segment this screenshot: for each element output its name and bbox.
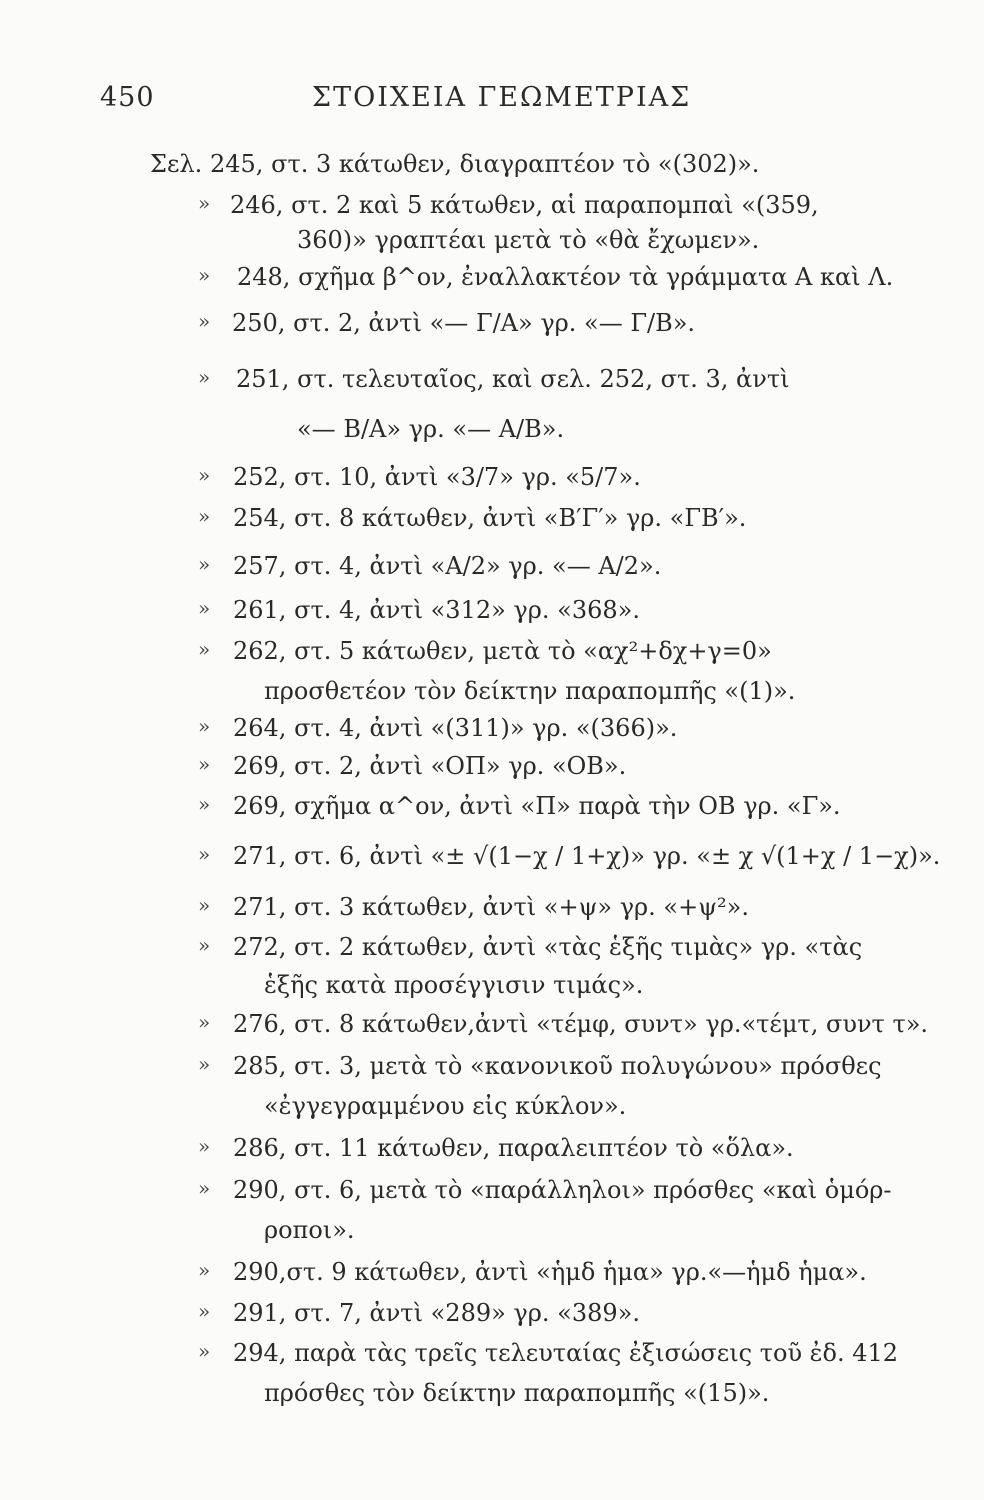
ditto-mark: »: [198, 1339, 211, 1363]
errata-entry: [0, 637, 984, 705]
ditto-mark: »: [198, 263, 211, 287]
entry-line-continued: ροποι».: [264, 1216, 355, 1244]
entry-line: 290,στ. 9 κάτωθεν, ἀντὶ «ἡμδ ἡμα» γρ.«—ἡμδ ἡμα».: [233, 1258, 867, 1286]
ditto-mark: »: [198, 1176, 211, 1200]
ditto-mark: »: [198, 309, 211, 333]
ditto-mark: »: [198, 365, 211, 389]
entry-line: 285, στ. 3, μετὰ τὸ «κανονικοῦ πολυγώνου» πρόσθες: [233, 1052, 882, 1080]
entry-line: 250, στ. 2, ἀντὶ «— Γ/Α» γρ. «— Γ/Β».: [232, 309, 696, 337]
entry-line: 245, στ. 3 κάτωθεν, διαγραπτέον τὸ «(302)».: [210, 150, 760, 178]
entry-line: 262, στ. 5 κάτωθεν, μετὰ τὸ «αχ²+δχ+γ=0»: [233, 637, 772, 665]
entry-line: 294, παρὰ τὰς τρεῖς τελευταίας ἐξισώσεις τοῦ ἐδ. 412: [233, 1339, 899, 1367]
ditto-mark: »: [198, 1052, 211, 1076]
ditto-mark: »: [198, 1299, 211, 1323]
entry-line: 269, σχῆμα α^ον, ἀντὶ «Π» παρὰ τὴν ΟΒ γρ. «Γ».: [233, 792, 841, 820]
entry-line: 248, σχῆμα β^ον, ἐναλλακτέον τὰ γράμματα Α καὶ Λ.: [237, 263, 894, 291]
errata-entry: [0, 1052, 984, 1120]
entry-prefix: Σελ.: [150, 150, 203, 178]
errata-entry: [0, 191, 984, 254]
entry-line: 271, στ. 6, ἀντὶ «± √(1−χ / 1+χ)» γρ. «± χ √(1+χ / 1−χ)».: [233, 842, 941, 870]
entry-line: 271, στ. 3 κάτωθεν, ἀντὶ «+ψ» γρ. «+ψ²».: [233, 893, 749, 921]
entry-line: 269, στ. 2, ἀντὶ «ΟΠ» γρ. «ΟΒ».: [233, 752, 627, 780]
errata-entry: [0, 309, 984, 369]
entry-line: 252, στ. 10, ἀντὶ «3/7» γρ. «5/7».: [233, 463, 641, 491]
ditto-mark: »: [198, 1010, 211, 1034]
entry-line-continued: «ἐγγεγραμμένου εἰς κύκλον».: [264, 1092, 627, 1120]
entry-line: 251, στ. τελευταῖος, καὶ σελ. 252, στ. 3, ἀντὶ: [236, 365, 790, 393]
entry-line-continued: προσθετέον τὸν δείκτην παραπομπῆς «(1)».: [264, 677, 796, 705]
ditto-mark: »: [198, 463, 211, 487]
ditto-mark: »: [198, 596, 211, 620]
ditto-mark: »: [198, 893, 211, 917]
ditto-mark: »: [198, 637, 211, 661]
page-number: 450: [100, 82, 155, 113]
entry-line: 254, στ. 8 κάτωθεν, ἀντὶ «Β′Γ′» γρ. «ΓΒ′».: [233, 504, 747, 532]
ditto-mark: »: [198, 552, 211, 576]
entry-line: 276, στ. 8 κάτωθεν,ἀντὶ «τέμφ, συντ» γρ.«τέμτ, συντ τ».: [233, 1010, 929, 1038]
entry-line-continued: «— Β/Α» γρ. «— Α/Β».: [297, 415, 565, 443]
entry-line: 264, στ. 4, ἀντὶ «(311)» γρ. «(366)».: [233, 714, 678, 742]
entry-line: 261, στ. 4, ἀντὶ «312» γρ. «368».: [233, 596, 640, 624]
ditto-mark: »: [198, 504, 211, 528]
entry-line-continued: 360)» γραπτέαι μετὰ τὸ «θὰ ἔχωμεν».: [297, 226, 760, 254]
entry-line-continued: πρόσθες τὸν δείκτην παραπομπῆς «(15)».: [264, 1379, 770, 1407]
entry-line: 286, στ. 11 κάτωθεν, παραλειπτέον τὸ «ὅλα».: [233, 1134, 794, 1162]
errata-entry: [0, 1339, 984, 1407]
ditto-mark: »: [198, 1134, 211, 1158]
entry-line: 272, στ. 2 κάτωθεν, ἀντὶ «τὰς ἑξῆς τιμὰς» γρ. «τὰς: [233, 933, 863, 961]
entry-line: 246, στ. 2 καὶ 5 κάτωθεν, αἱ παραπομπαὶ «(359,: [230, 191, 819, 219]
ditto-mark: »: [198, 933, 211, 957]
entry-line-continued: ἑξῆς κατὰ προσέγγισιν τιμάς».: [264, 971, 644, 999]
ditto-mark: »: [198, 714, 211, 738]
ditto-mark: »: [198, 842, 211, 866]
errata-entry: [0, 1176, 984, 1244]
errata-entry: [0, 933, 984, 999]
entry-line: 257, στ. 4, ἀντὶ «Α/2» γρ. «— Α/2».: [233, 552, 662, 580]
entry-line: 290, στ. 6, μετὰ τὸ «παράλληλοι» πρόσθες «καὶ ὁμόρ-: [233, 1176, 892, 1204]
ditto-mark: »: [198, 191, 211, 215]
ditto-mark: »: [198, 792, 211, 816]
running-title: ΣΤΟΙΧΕΙΑ ΓΕΩΜΕΤΡΙΑΣ: [312, 82, 692, 113]
errata-entry: [0, 365, 984, 443]
ditto-mark: »: [198, 1258, 211, 1282]
entry-line: 291, στ. 7, ἀντὶ «289» γρ. «389».: [233, 1299, 640, 1327]
ditto-mark: »: [198, 752, 211, 776]
